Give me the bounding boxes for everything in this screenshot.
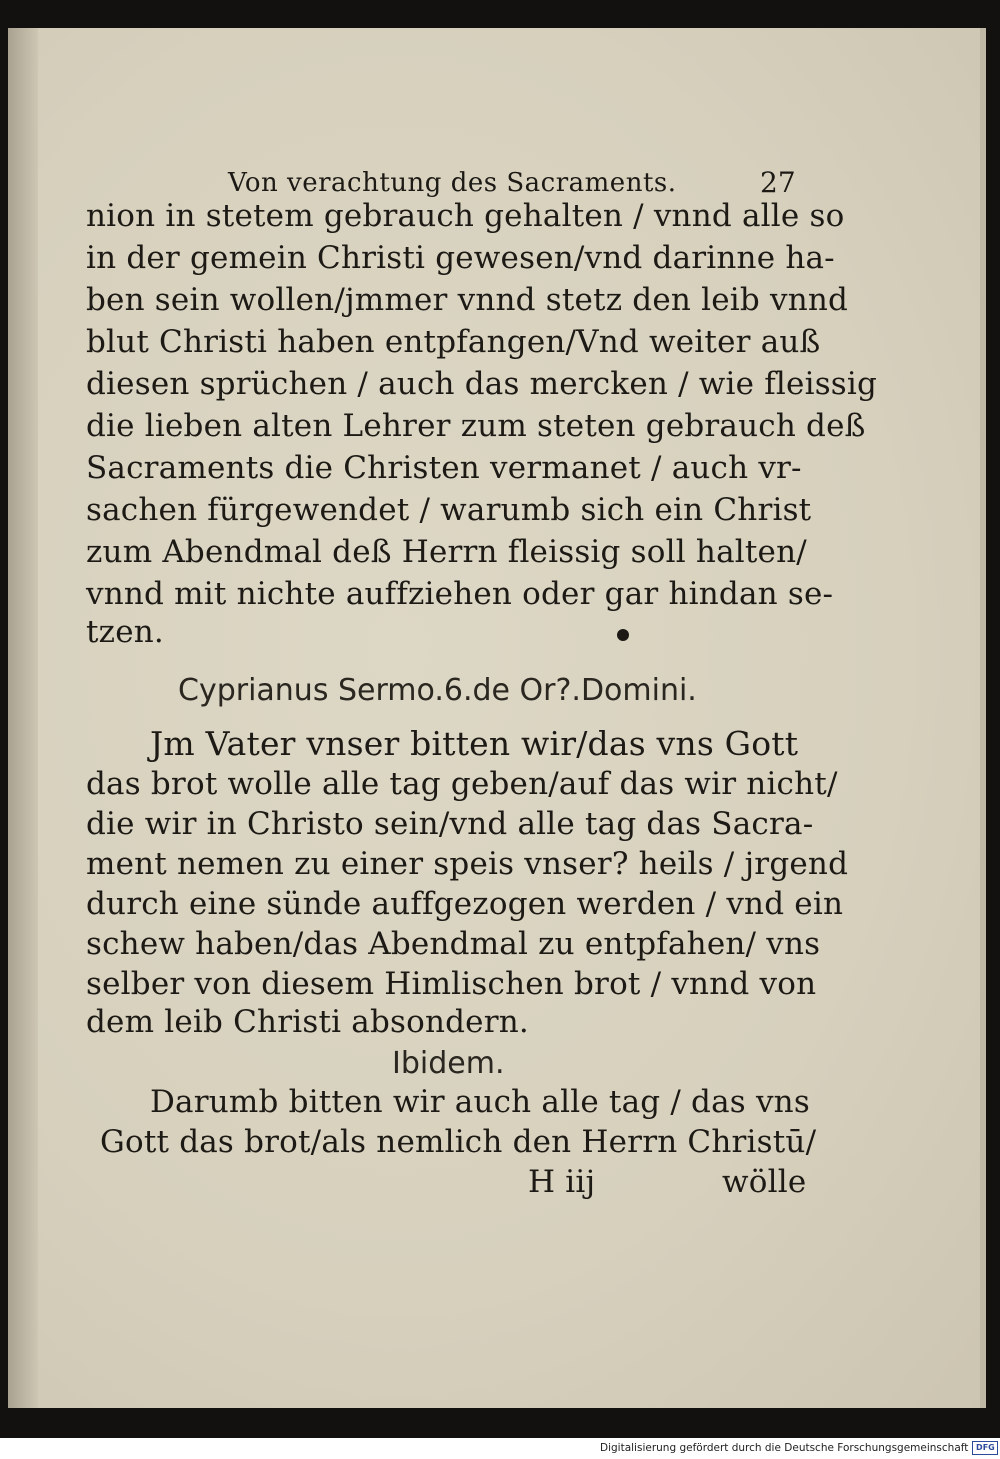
body-line: sachen fürgewendet / warumb sich ein Christ (86, 492, 812, 528)
book-page (8, 28, 986, 1408)
body-line: Sacraments die Christen vermanet / auch vr- (86, 450, 802, 486)
cyprian-line: selber von diesem Himlischen brot / vnnd von (86, 966, 817, 1002)
body-line: blut Christi haben entpfangen/Vnd weiter auß (86, 324, 821, 360)
body-line: die lieben alten Lehrer zum steten gebrauch deß (86, 408, 866, 444)
cyprian-line: das brot wolle alle tag geben/auf das wir nicht/ (86, 766, 838, 802)
signature-mark: H iij (528, 1164, 596, 1200)
page-number: 27 (760, 166, 796, 199)
body-line: vnnd mit nichte auffziehen oder gar hindan se- (86, 576, 834, 612)
cyprian-line: schew haben/das Abendmal zu entpfahen/ vns (86, 926, 821, 962)
body-line: nion in stetem gebrauch gehalten / vnnd alle so (86, 198, 845, 234)
ibidem-line: Gott das brot/als nemlich den Herrn Christū/ (100, 1124, 817, 1160)
dfg-logo-icon: DFG (972, 1441, 998, 1455)
credit-text: Digitalisierung gefördert durch die Deutsche Forschungsgemeinschaft (600, 1442, 969, 1454)
digitization-credit (600, 1441, 998, 1455)
running-header: Von verachtung des Sacraments. (228, 168, 677, 198)
body-line: in der gemein Christi gewesen/vnd darinne ha- (86, 240, 835, 276)
cyprian-line: durch eine sünde auffgezogen werden / vnd ein (86, 886, 844, 922)
ibidem-line: Darumb bitten wir auch alle tag / das vns (150, 1084, 810, 1120)
ibidem-heading: Ibidem. (392, 1046, 505, 1081)
cyprian-line: die wir in Christo sein/vnd alle tag das Sacra- (86, 806, 814, 842)
cyprian-line: Jm Vater vnser bitten wir/das vns Gott (150, 724, 799, 763)
cyprian-line: dem leib Christi absondern. (86, 1004, 529, 1040)
page-edge (980, 28, 986, 1408)
catchword: wölle (722, 1164, 807, 1200)
body-line: ben sein wollen/jmmer vnnd stetz den leib vnnd (86, 282, 849, 318)
page-gutter-shadow (8, 28, 38, 1408)
body-line: tzen. (86, 614, 164, 650)
cyprian-line: ment nemen zu einer speis vnser? heils / jrgend (86, 846, 849, 882)
section-caption: Cyprianus Sermo.6.de Or?.Domini. (178, 673, 697, 708)
ornament-dot (617, 629, 629, 641)
body-line: diesen sprüchen / auch das mercken / wie fleissig (86, 366, 878, 402)
body-line: zum Abendmal deß Herrn fleissig soll halten/ (86, 534, 807, 570)
